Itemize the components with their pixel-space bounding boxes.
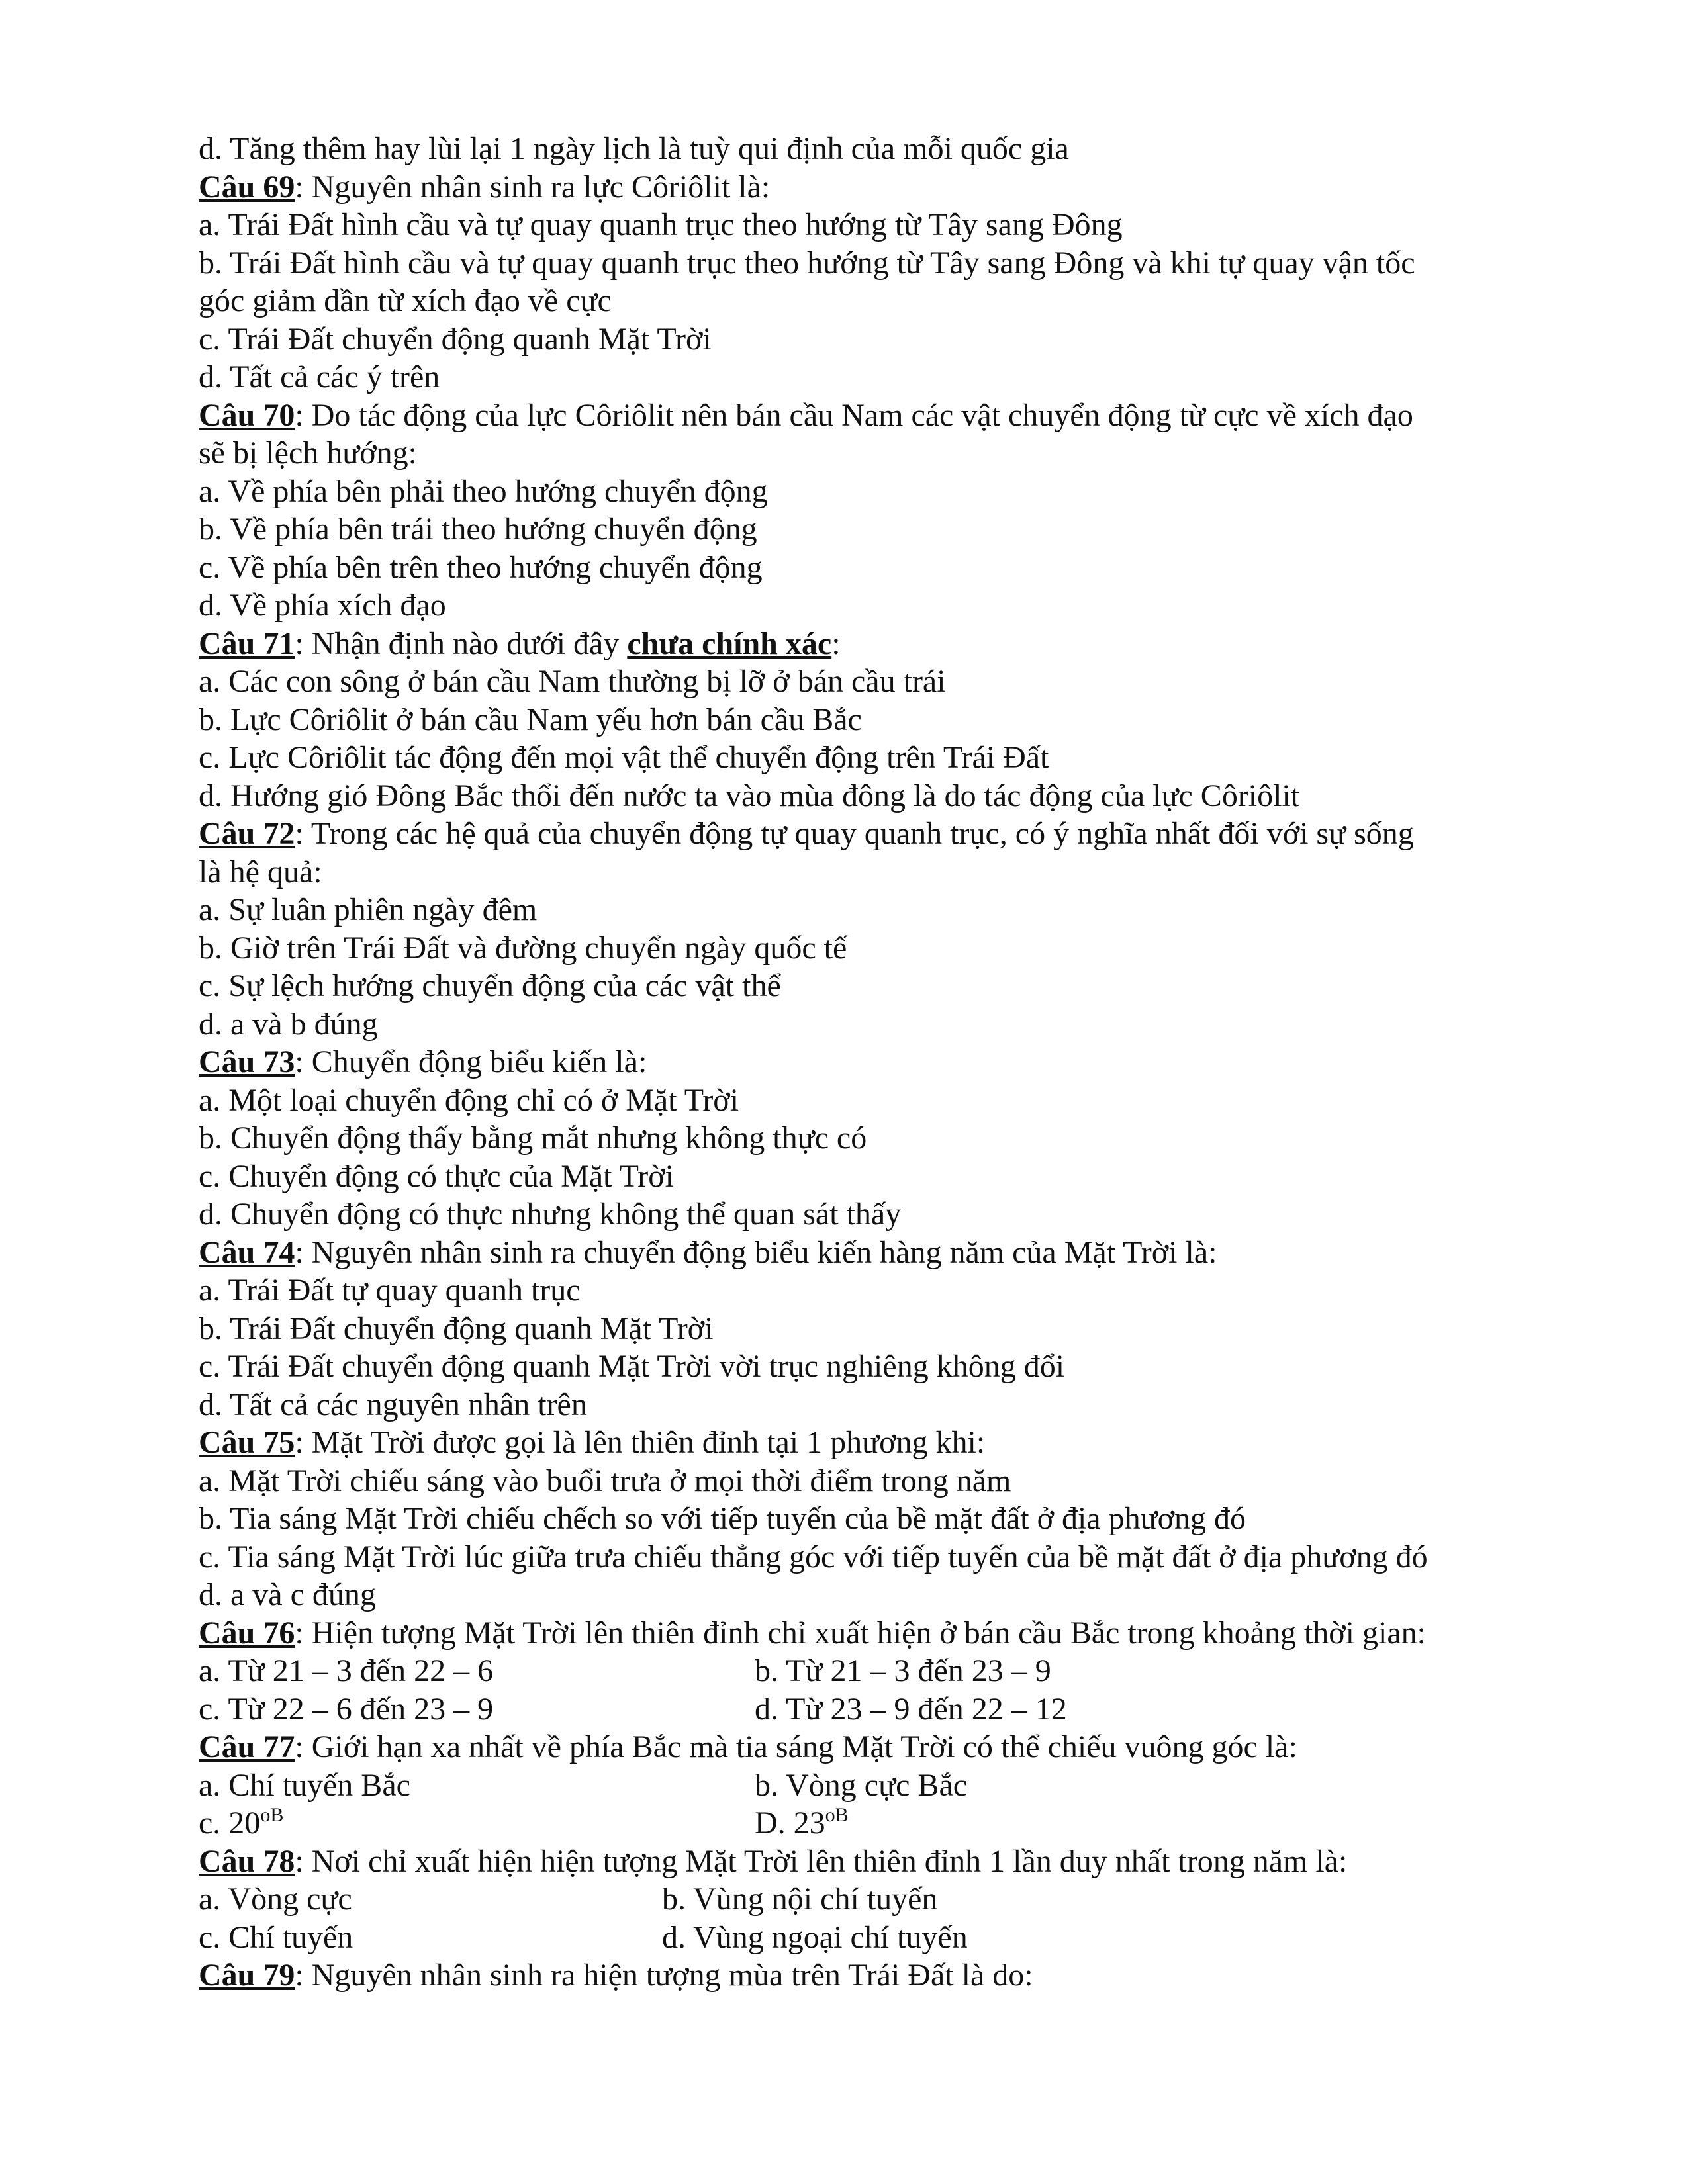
- options-row: [199, 1652, 1523, 1690]
- option-b: b. Tia sáng Mặt Trời chiếu chếch so với tiếp tuyến của bề mặt đất ở địa phương đó: [199, 1501, 1246, 1536]
- question-69: [199, 168, 1523, 206]
- question-74: [199, 1234, 1523, 1272]
- option-d: d. Tất cả các ý trên: [199, 359, 440, 394]
- option-a: a. Chí tuyến Bắc: [199, 1767, 410, 1803]
- question-75: [199, 1424, 1523, 1462]
- question-text: : Nguyên nhân sinh ra lực Côriôlit là:: [295, 169, 771, 205]
- question-78: [199, 1843, 1523, 1881]
- options-row: [199, 1690, 1523, 1729]
- option-b: b. Chuyển động thấy bằng mắt nhưng không thực có: [199, 1120, 867, 1156]
- question-label: Câu 70: [199, 397, 295, 433]
- question-text: : Trong các hệ quả của chuyển động tự quay quanh trục, có ý nghĩa nhất đối với sự sống: [295, 816, 1414, 851]
- option-c: c. Chuyển động có thực của Mặt Trời: [199, 1158, 674, 1194]
- option-a: a. Trái Đất tự quay quanh trục: [199, 1273, 581, 1308]
- question-label: Câu 72: [199, 816, 295, 851]
- option-a: a. Các con sông ở bán cầu Nam thường bị lỡ ở bán cầu trái: [199, 664, 946, 699]
- option-c: c. Tia sáng Mặt Trời lúc giữa trưa chiếu thẳng góc với tiếp tuyến của bề mặt đất ở địa phương đó: [199, 1539, 1428, 1574]
- option-c: c. Lực Côriôlit tác động đến mọi vật thể chuyển động trên Trái Đất: [199, 740, 1049, 775]
- option-b: b. Vùng nội chí tuyến: [662, 1882, 938, 1917]
- question-76: [199, 1614, 1523, 1653]
- option-d: d. Vùng ngoại chí tuyến: [662, 1919, 968, 1955]
- option-a: a. Từ 21 – 3 đến 22 – 6: [199, 1653, 494, 1688]
- option-d: d. Từ 23 – 9 đến 22 – 12: [755, 1691, 1067, 1727]
- option-c: c. Sự lệch hướng chuyển động của các vật thể: [199, 968, 781, 1003]
- question-text: : Nguyên nhân sinh ra chuyển động biểu kiến hàng năm của Mặt Trời là:: [295, 1234, 1217, 1270]
- option-d: d. Hướng gió Đông Bắc thổi đến nước ta vào mùa đông là do tác động của lực Côriôlit: [199, 778, 1300, 813]
- option-b: b. Lực Côriôlit ở bán cầu Nam yếu hơn bán cầu Bắc: [199, 702, 862, 737]
- option-c: c. Trái Đất chuyển động quanh Mặt Trời vời trục nghiêng không đổi: [199, 1349, 1065, 1384]
- answer-line: d. Tăng thêm hay lùi lại 1 ngày lịch là tuỳ qui định của mỗi quốc gia: [199, 131, 1069, 166]
- question-label: Câu 77: [199, 1729, 295, 1764]
- question-label: Câu 71: [199, 625, 295, 661]
- degree-superscript: oB: [260, 1804, 284, 1826]
- question-text: : Hiện tượng Mặt Trời lên thiên đỉnh chỉ xuất hiện ở bán cầu Bắc trong khoảng thời gian:: [295, 1615, 1426, 1651]
- option-b: b. Về phía bên trái theo hướng chuyển động: [199, 512, 757, 547]
- option-a: a. Về phía bên phải theo hướng chuyển động: [199, 473, 768, 509]
- options-row: [199, 1804, 1523, 1843]
- option-a: a. Sự luân phiên ngày đêm: [199, 892, 538, 927]
- option-c: c. Từ 22 – 6 đến 23 – 9: [199, 1691, 494, 1727]
- option-d: d. Chuyển động có thực nhưng không thể quan sát thấy: [199, 1197, 902, 1232]
- options-row: [199, 1766, 1523, 1805]
- question-label: Câu 78: [199, 1843, 295, 1879]
- question-text-continued: là hệ quả:: [199, 854, 322, 889]
- question-text-end: :: [831, 625, 841, 661]
- option-d-value: D. 23: [755, 1805, 825, 1841]
- document-page: [199, 130, 1523, 1995]
- option-a: a. Một loại chuyển động chỉ có ở Mặt Trời: [199, 1082, 739, 1118]
- question-text: : Mặt Trời được gọi là lên thiên đỉnh tại 1 phương khi:: [295, 1425, 986, 1460]
- option-b: b. Giờ trên Trái Đất và đường chuyển ngày quốc tế: [199, 930, 847, 966]
- option-b: b. Từ 21 – 3 đến 23 – 9: [755, 1653, 1051, 1688]
- question-72: [199, 815, 1523, 853]
- option-d: d. a và c đúng: [199, 1577, 376, 1612]
- options-row: [199, 1919, 1523, 1957]
- option-b: b. Vòng cực Bắc: [755, 1767, 968, 1803]
- question-text: : Nhận định nào dưới đây: [295, 625, 628, 661]
- option-a: a. Vòng cực: [199, 1882, 352, 1917]
- question-label: Câu 74: [199, 1234, 295, 1270]
- emphasis-text: chưa chính xác: [627, 625, 832, 661]
- option-b-continued: góc giảm dần từ xích đạo về cực: [199, 283, 612, 318]
- option-d: d. a và b đúng: [199, 1006, 378, 1042]
- question-label: Câu 73: [199, 1044, 295, 1079]
- option-c: c. Chí tuyến: [199, 1919, 353, 1955]
- option-b: b. Trái Đất chuyển động quanh Mặt Trời: [199, 1310, 714, 1346]
- question-text: : Giới hạn xa nhất về phía Bắc mà tia sáng Mặt Trời có thể chiếu vuông góc là:: [295, 1729, 1297, 1764]
- question-text: : Chuyển động biểu kiến là:: [295, 1044, 647, 1079]
- question-label: Câu 76: [199, 1615, 295, 1651]
- question-label: Câu 69: [199, 169, 295, 205]
- question-73: [199, 1043, 1523, 1081]
- option-a: a. Mặt Trời chiếu sáng vào buổi trưa ở mọi thời điểm trong năm: [199, 1463, 1011, 1498]
- option-c: c. Trái Đất chuyển động quanh Mặt Trời: [199, 321, 712, 357]
- option-d: [755, 1804, 849, 1843]
- question-71: [199, 625, 1523, 663]
- option-c: [199, 1804, 755, 1843]
- question-text-continued: sẽ bị lệch hướng:: [199, 435, 417, 471]
- question-label: Câu 75: [199, 1425, 295, 1460]
- degree-superscript: oB: [825, 1804, 849, 1826]
- options-row: [199, 1880, 1523, 1919]
- question-label: Câu 79: [199, 1958, 295, 1993]
- option-c-value: c. 20: [199, 1805, 261, 1841]
- question-77: [199, 1728, 1523, 1766]
- question-70: [199, 396, 1523, 435]
- question-text: : Do tác động của lực Côriôlit nên bán cầu Nam các vật chuyển động từ cực về xích đạo: [295, 397, 1413, 433]
- option-d: d. Về phía xích đạo: [199, 588, 446, 623]
- question-text: : Nguyên nhân sinh ra hiện tượng mùa trên Trái Đất là do:: [295, 1958, 1033, 1993]
- option-b: b. Trái Đất hình cầu và tự quay quanh trục theo hướng từ Tây sang Đông và khi tự quay vận tốc: [199, 245, 1415, 281]
- option-d: d. Tất cả các nguyên nhân trên: [199, 1387, 587, 1422]
- option-c: c. Về phía bên trên theo hướng chuyển động: [199, 549, 763, 585]
- question-79: [199, 1956, 1523, 1995]
- question-text: : Nơi chỉ xuất hiện hiện tượng Mặt Trời lên thiên đỉnh 1 lần duy nhất trong năm là:: [295, 1843, 1348, 1879]
- option-a: a. Trái Đất hình cầu và tự quay quanh trục theo hướng từ Tây sang Đông: [199, 207, 1123, 242]
